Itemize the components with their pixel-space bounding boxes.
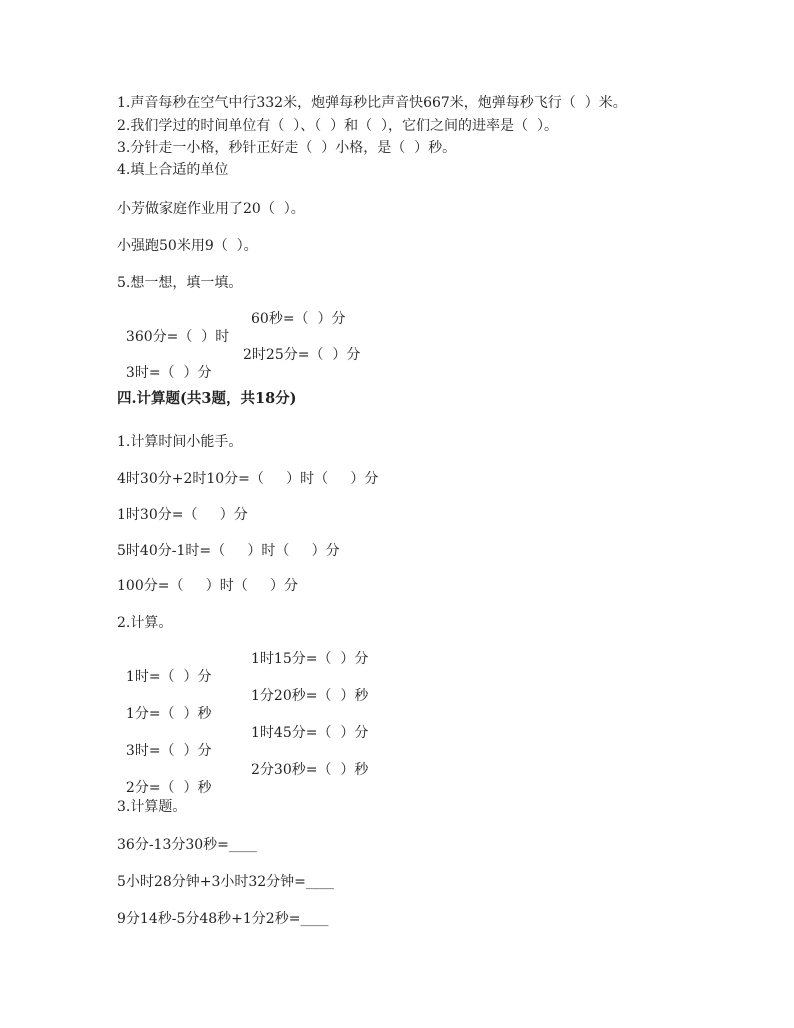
question-5-row-right: 60秒=（ ）分 — [251, 311, 346, 327]
calc-question-2-row-right: 2分30秒=（ ）秒 — [251, 762, 369, 778]
question-4-item-b: 小强跑50米用9（ ）。 — [117, 238, 258, 254]
calc-question-2-row-left: 3时=（ ）分 — [125, 743, 212, 759]
calc-question-3-item: 36分-13分30秒=____ — [117, 837, 257, 853]
calc-question-1-item: 4时30分+2时10分=（ ）时（ ）分 — [117, 471, 379, 487]
calc-question-2: 2.计算。 — [117, 615, 173, 631]
calc-question-2-row-right: 1时45分=（ ）分 — [251, 725, 369, 741]
calc-question-2-row-left: 1分=（ ）秒 — [125, 706, 212, 722]
question-1: 1.声音每秒在空气中行332米，炮弹每秒比声音快667米，炮弹每秒飞行（ ）米。 — [117, 95, 627, 111]
section-heading: 四.计算题(共3题，共18分) — [117, 390, 297, 407]
calc-question-1-item: 1时30分=（ ）分 — [117, 507, 248, 523]
calc-question-1-item: 100分=（ ）时（ ）分 — [117, 578, 298, 594]
calc-question-2-row-left: 1时=（ ）分 — [125, 669, 212, 685]
calc-question-2-row-right: 1时15分=（ ）分 — [251, 651, 369, 667]
question-5-row-left: 360分=（ ）时 — [125, 329, 230, 345]
question-5: 5.想一想，填一填。 — [117, 275, 243, 291]
calc-question-1-item: 5时40分-1时=（ ）时（ ）分 — [117, 543, 340, 559]
calc-question-3: 3.计算题。 — [117, 799, 187, 815]
calc-question-2-row-left: 2分=（ ）秒 — [125, 780, 212, 796]
question-5-row-right: 2时25分=（ ）分 — [243, 347, 361, 363]
calc-question-1: 1.计算时间小能手。 — [117, 434, 243, 450]
calc-question-3-item: 9分14秒-5分48秒+1分2秒=____ — [117, 911, 329, 927]
calc-question-2-row-right: 1分20秒=（ ）秒 — [251, 688, 369, 704]
question-5-row-left: 3时=（ ）分 — [125, 365, 212, 381]
calc-question-3-item: 5小时28分钟+3小时32分钟=____ — [117, 874, 334, 890]
question-4-item-a: 小芳做家庭作业用了20（ ）。 — [117, 201, 305, 217]
question-4: 4.填上合适的单位 — [117, 162, 229, 178]
question-3: 3.分针走一小格，秒针正好走（ ）小格，是（ ）秒。 — [117, 140, 457, 156]
question-2: 2.我们学过的时间单位有（ ）、（ ）和（ ），它们之间的进率是（ ）。 — [117, 118, 558, 134]
